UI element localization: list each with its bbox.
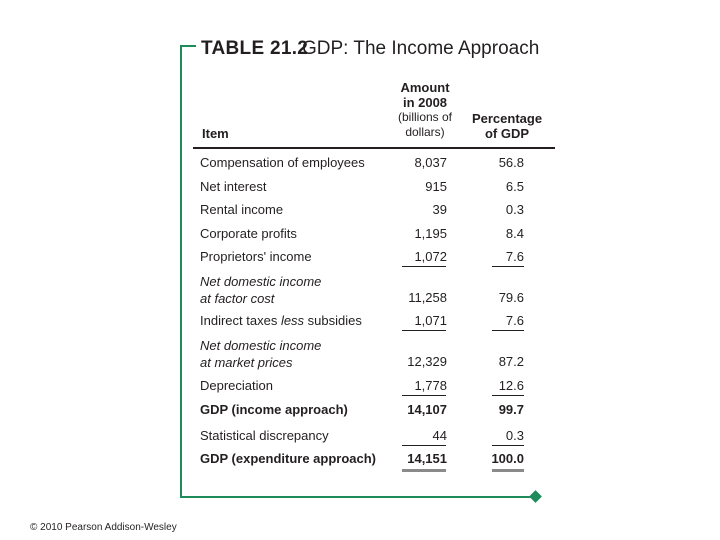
row-percentage: 6.5 [505, 179, 524, 194]
row-label: Corporate profits [200, 226, 297, 241]
row-label: GDP (expenditure approach) [200, 451, 377, 466]
header-pct-line2: of GDP [484, 126, 530, 141]
row-percentage: 12.6 [498, 378, 524, 393]
table-title: GDP: The Income Approach [302, 38, 540, 59]
table-row [200, 378, 540, 396]
row-percentage: 87.2 [498, 354, 524, 369]
row-label [200, 273, 321, 307]
row-amount: 1,072 [414, 249, 447, 264]
frame-bottom-line [180, 496, 536, 498]
header-pct-line1: Percentage [471, 111, 543, 126]
row-label: Rental income [200, 202, 284, 217]
header-item: Item [202, 126, 229, 141]
subtotal-rule-amount [402, 395, 446, 396]
row-label-line1: Net domestic income [200, 338, 322, 353]
row-label-pre: Indirect taxes [200, 313, 281, 328]
row-amount: 14,151 [407, 451, 447, 466]
header-rule [193, 147, 555, 149]
header-amount-line1: Amount [400, 80, 450, 95]
row-percentage: 99.7 [498, 402, 524, 417]
header-amount-line2: in 2008 [402, 95, 448, 110]
row-label: Statistical discrepancy [200, 428, 329, 443]
header-amount [390, 80, 460, 140]
table-row [200, 428, 540, 446]
frame-left-line [180, 45, 182, 497]
table-row [200, 249, 540, 267]
row-amount: 11,258 [408, 290, 447, 305]
row-amount: 1,071 [414, 313, 447, 328]
row-percentage: 8.4 [505, 226, 524, 241]
table-row [200, 226, 540, 244]
subtotal-rule-pct [492, 266, 524, 267]
table-row [200, 202, 540, 220]
table-row [200, 402, 540, 420]
row-amount: 8,037 [414, 155, 447, 170]
table-row [200, 313, 540, 331]
table-row [200, 155, 540, 173]
row-label-line2: at market prices [200, 355, 293, 370]
row-percentage: 56.8 [498, 155, 524, 170]
subtotal-rule-pct [492, 395, 524, 396]
subtotal-rule-pct [492, 330, 524, 331]
row-label: Proprietors' income [200, 249, 312, 264]
copyright-notice: © 2010 Pearson Addison-Wesley [30, 522, 177, 533]
subtotal-rule-amount [402, 330, 446, 331]
table-row [200, 337, 540, 371]
header-amount-line4: dollars) [405, 125, 445, 139]
row-percentage: 0.3 [505, 202, 524, 217]
row-amount: 915 [425, 179, 447, 194]
row-amount: 44 [432, 428, 447, 443]
header-percentage [470, 111, 544, 141]
row-percentage: 79.6 [498, 290, 524, 305]
row-label-line1: Net domestic income [200, 274, 322, 289]
frame-corner-diamond [529, 490, 542, 503]
table-number: TABLE 21.2 [201, 38, 309, 59]
row-label: GDP (income approach) [200, 402, 348, 417]
row-amount: 1,778 [414, 378, 447, 393]
subtotal-rule-pct [492, 445, 524, 446]
table-row [200, 273, 540, 307]
row-label: Compensation of employees [200, 155, 365, 170]
header-amount-line3: (billions of [397, 110, 453, 124]
row-amount: 12,329 [407, 354, 447, 369]
total-double-rule-amount [402, 469, 446, 472]
subtotal-rule-amount [402, 266, 446, 267]
table-row [200, 179, 540, 197]
row-amount: 1,195 [414, 226, 447, 241]
row-label-post: subsidies [304, 313, 362, 328]
row-amount: 14,107 [407, 402, 447, 417]
row-percentage: 0.3 [505, 428, 524, 443]
row-percentage: 7.6 [505, 249, 524, 264]
row-percentage: 7.6 [505, 313, 524, 328]
row-label-line2: at factor cost [200, 291, 275, 306]
row-label: Net interest [200, 179, 267, 194]
row-percentage: 100.0 [491, 451, 524, 466]
row-label [200, 337, 321, 371]
row-label: Depreciation [200, 378, 273, 393]
row-label [200, 313, 362, 328]
row-amount: 39 [432, 202, 447, 217]
total-double-rule-pct [492, 469, 524, 472]
frame-top-line [180, 45, 196, 47]
table-row [200, 451, 540, 469]
row-label-italic: less [280, 313, 305, 328]
subtotal-rule-amount [402, 445, 446, 446]
